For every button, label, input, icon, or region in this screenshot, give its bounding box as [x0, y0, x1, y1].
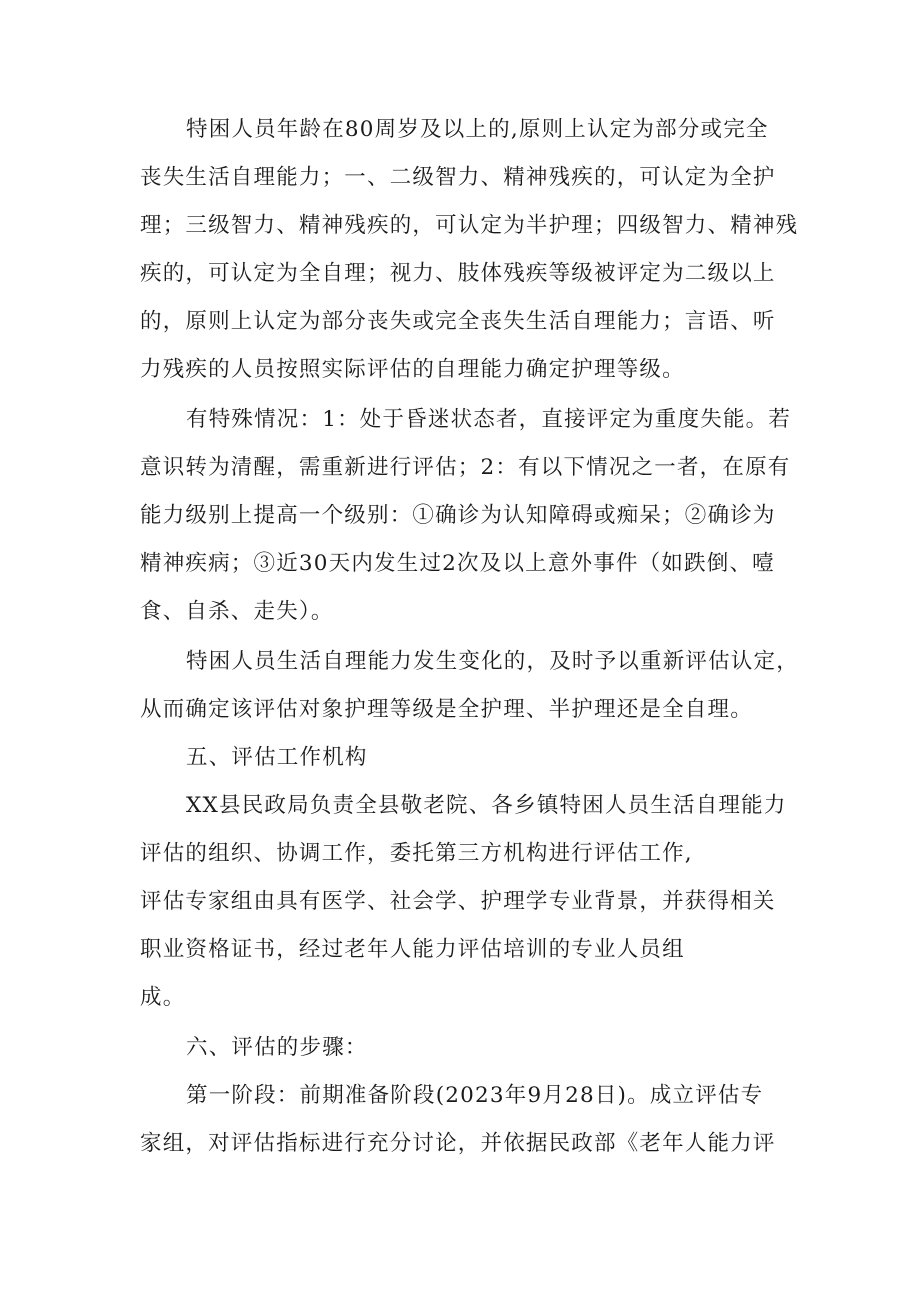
paragraph-line: 理；三级智力、精神残疾的，可认定为半护理；四级智力、精神残 — [140, 213, 799, 238]
paragraph-line: 特困人员生活自理能力发生变化的，及时予以重新评估认定， — [186, 649, 799, 674]
paragraph-line: 精神疾病；③近30天内发生过2次及以上意外事件（如跌倒、噎 — [140, 551, 775, 576]
paragraph-line: 家组，对评估指标进行充分讨论，并依据民政部《老年人能力评 — [140, 1131, 776, 1156]
paragraph-line: XX县民政局负责全县敬老院、各乡镇特困人员生活自理能力 — [186, 793, 787, 818]
paragraph-line: 能力级别上提高一个级别：①确诊为认知障碍或痴呆；②确诊为 — [140, 503, 776, 528]
paragraph-line: 特困人员年龄在80周岁及以上的,原则上认定为部分或完全 — [186, 117, 769, 142]
paragraph-line: 食、自杀、走失）。 — [140, 599, 334, 624]
paragraph-line: 职业资格证书，经过老年人能力评估培训的专业人员组 — [140, 937, 685, 962]
section-heading: 六、评估的步骤： — [186, 1035, 368, 1060]
paragraph-line: 疾的，可认定为全自理；视力、肢体残疾等级被评定为二级以上 — [140, 261, 776, 286]
section-heading: 五、评估工作机构 — [186, 745, 368, 770]
paragraph-line: 有特殊情况：1：处于昏迷状态者，直接评定为重度失能。若 — [186, 407, 792, 432]
paragraph-line: 的，原则上认定为部分丧失或完全丧失生活自理能力；言语、听 — [140, 309, 776, 334]
paragraph-line: 评估的组织、协调工作，委托第三方机构进行评估工作, — [140, 841, 693, 866]
paragraph-line: 评估专家组由具有医学、社会学、护理学专业背景，并获得相关 — [140, 889, 776, 914]
paragraph-line: 意识转为清醒，需重新进行评估；2：有以下情况之一者，在原有 — [140, 455, 791, 480]
paragraph-line: 成。 — [140, 985, 186, 1010]
paragraph-line: 从而确定该评估对象护理等级是全护理、半护理还是全自理。 — [140, 697, 753, 722]
paragraph-line: 第一阶段：前期准备阶段(2023年9月28日)。成立评估专 — [186, 1083, 764, 1108]
paragraph-line: 丧失生活自理能力；一、二级智力、精神残疾的，可认定为全护 — [140, 165, 776, 190]
paragraph-line: 力残疾的人员按照实际评估的自理能力确定护理等级。 — [140, 357, 685, 382]
